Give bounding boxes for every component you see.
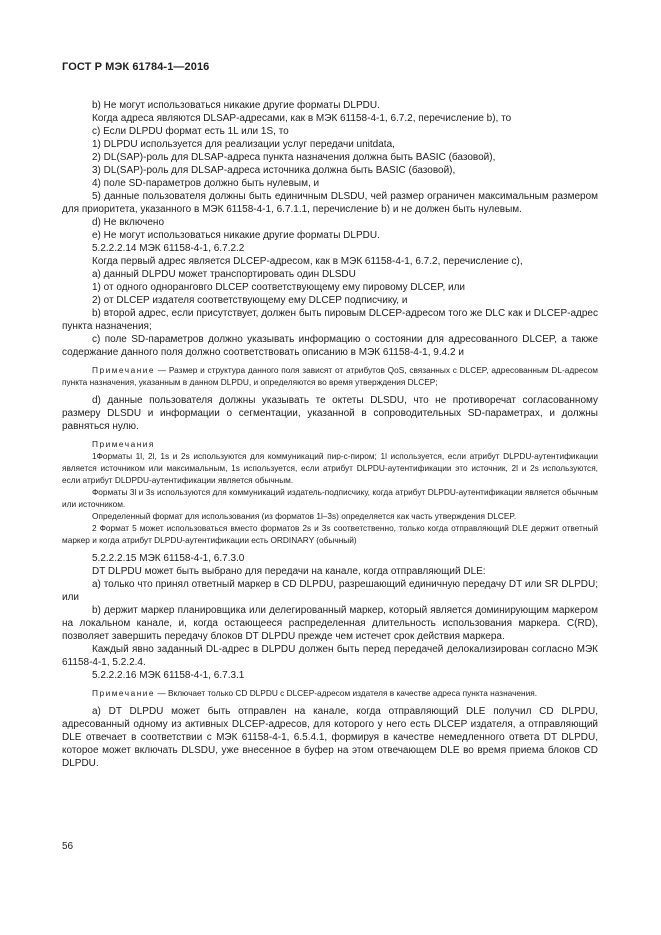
- section-number: 5.2.2.2.15 МЭК 61158-4-1, 6.7.3.0: [92, 553, 245, 564]
- paragraph: Когда адреса являются DLSAP-адресами, как в МЭК 61158-4-1, 6.7.2, перечисление b), то: [92, 113, 512, 124]
- paragraph: Когда первый адрес является DLCEP-адресом, как в МЭК 61158-4-1, 6.7.2, перечисление c),: [92, 256, 523, 267]
- paragraph: a) данный DLPDU может транспортировать один DLSDU: [92, 269, 356, 280]
- notes-label: Примечания: [92, 439, 155, 449]
- note-item: 2 Формат 5 может использоваться вместо форматов 2s и 3s соответственно, только когда отправляющий DLE держит ответный маркер и когда атрибут DLPDU-аутентификации есть ORDINARY (обычный): [62, 523, 598, 545]
- paragraph: d) данные пользователя должны указывать те октеты DLSDU, что не противоречат согласованному размеру DLSDU и информации о сегментации, указанной в сопроводительных SD-параметрах, и должны равняться нулю.: [62, 395, 598, 432]
- paragraph: a) DT DLPDU может быть отправлен на канале, когда отправляющий DLE получил CD DLPDU, адресованный одному из активных DLCEP-адресов, для которого у него есть DLCEP издателя, а отправляющий DLE отвечает в соответствии с МЭК 61158-4-1, 6.5.4.1, формируя в качестве немедленного ответа DT DLPDU, которое может включать DLSDU, уже внесенное в буфер на этом отвечающем DLE во время приема блоков CD DLPDU.: [62, 706, 598, 769]
- paragraph: 3) DL(SAP)-роль для DLSAP-адреса источника должна быть BASIC (базовой),: [92, 165, 456, 176]
- page-number: 56: [62, 841, 74, 852]
- paragraph: 4) поле SD-параметров должно быть нулевым, и: [92, 178, 320, 189]
- paragraph: e) Не могут использоваться никакие другие форматы DLPDU.: [92, 230, 380, 241]
- note-item: Определенный формат для использования (из форматов 1l–3s) определяется как часть утверждения DLCEP.: [92, 511, 517, 521]
- note-item: 1Форматы 1l, 2l, 1s и 2s используются для коммуникаций пир-с-пиром; 1l используется, если атрибут DLPDU-аутентификации является источником или максимальным, 1s используется, если атрибут DLPDU-аутентификации это источник, 2l и 2s используются, если атрибут DLDPDU-аутентификации является обычным.: [62, 451, 598, 485]
- note-text: — Размер и структура данного поля зависят от атрибутов QoS, связанных с DLCEP, адресованным DL-адресом пункта назначения, указанным в данном DLPDU, и определяются во время утверждения DLCEP;: [62, 365, 598, 387]
- note-label: Примечание: [92, 688, 156, 698]
- note-block: [62, 687, 598, 699]
- note-text: — Включает только CD DLPDU с DLCEP-адресом издателя в качестве адреса пункта назначения.: [155, 688, 538, 698]
- paragraph: 1) от одного одноранговго DLCEP соответствующему ему пировому DLCEP, или: [92, 282, 466, 293]
- note-item: Форматы 3l и 3s используются для коммуникаций издатель-подписчику, когда атрибут DLPDU-аутентификации является обычным или источником.: [62, 487, 598, 509]
- paragraph: 1) DLPDU используется для реализации услуг передачи unitdata,: [92, 139, 395, 150]
- paragraph: 2) DL(SAP)-роль для DLSAP-адреса пункта назначения должна быть BASIC (базовой),: [92, 152, 496, 163]
- note-block: [62, 364, 598, 388]
- page-content: [62, 99, 598, 770]
- paragraph: c) Если DLPDU формат есть 1L или 1S, то: [92, 126, 289, 137]
- paragraph: 2) от DLCEP издателя соответствующему ему DLCEP подписчику, и: [92, 295, 408, 306]
- paragraph: b) Не могут использоваться никакие другие форматы DLPDU.: [92, 100, 380, 111]
- paragraph: b) второй адрес, если присутствует, должен быть пировым DLCEP-адресом того же DLC как и DLCEP-адрес пункта назначения;: [62, 308, 598, 332]
- note-label: Примечание: [92, 365, 156, 375]
- paragraph: a) только что принял ответный маркер в CD DLPDU, разрешающий единичную передачу DT или SR DLPDU; или: [62, 579, 598, 603]
- paragraph: d) Не включено: [92, 217, 165, 228]
- paragraph: 5) данные пользователя должны быть единичным DLSDU, чей размер ограничен максимальным размером для приоритета, указанного в МЭК 61158-4-1, 6.7.1.1, перечисление b) и не должен быть нулевым.: [62, 191, 598, 215]
- section-number: 5.2.2.2.14 МЭК 61158-4-1, 6.7.2.2: [92, 243, 245, 254]
- section-number: 5.2.2.2.16 МЭК 61158-4-1, 6.7.3.1: [92, 670, 245, 681]
- page-header: ГОСТ Р МЭК 61784-1—2016: [62, 61, 210, 73]
- paragraph: DT DLPDU может быть выбрано для передачи на канале, когда отправляющий DLE:: [92, 566, 486, 577]
- paragraph: Каждый явно заданный DL-адрес в DLPDU должен быть перед передачей делокализирован согласно МЭК 61158-4-1, 5.2.2.4.: [62, 644, 598, 668]
- paragraph: b) держит маркер планировщика или делегированный маркер, который является доминирующим маркером на локальном канале, и, когда остающееся распределенная длительность использования маркера. C(RD), позволяет завершить передачу блоков DT DLPDU прежде чем истечет срок действия маркера.: [62, 605, 598, 642]
- paragraph: c) поле SD-параметров должно указывать информацию о состоянии для адресованного DLCEP, а также содержание данного поля должно соответствовать описанию в МЭК 61158-4-1, 9.4.2 и: [62, 334, 598, 358]
